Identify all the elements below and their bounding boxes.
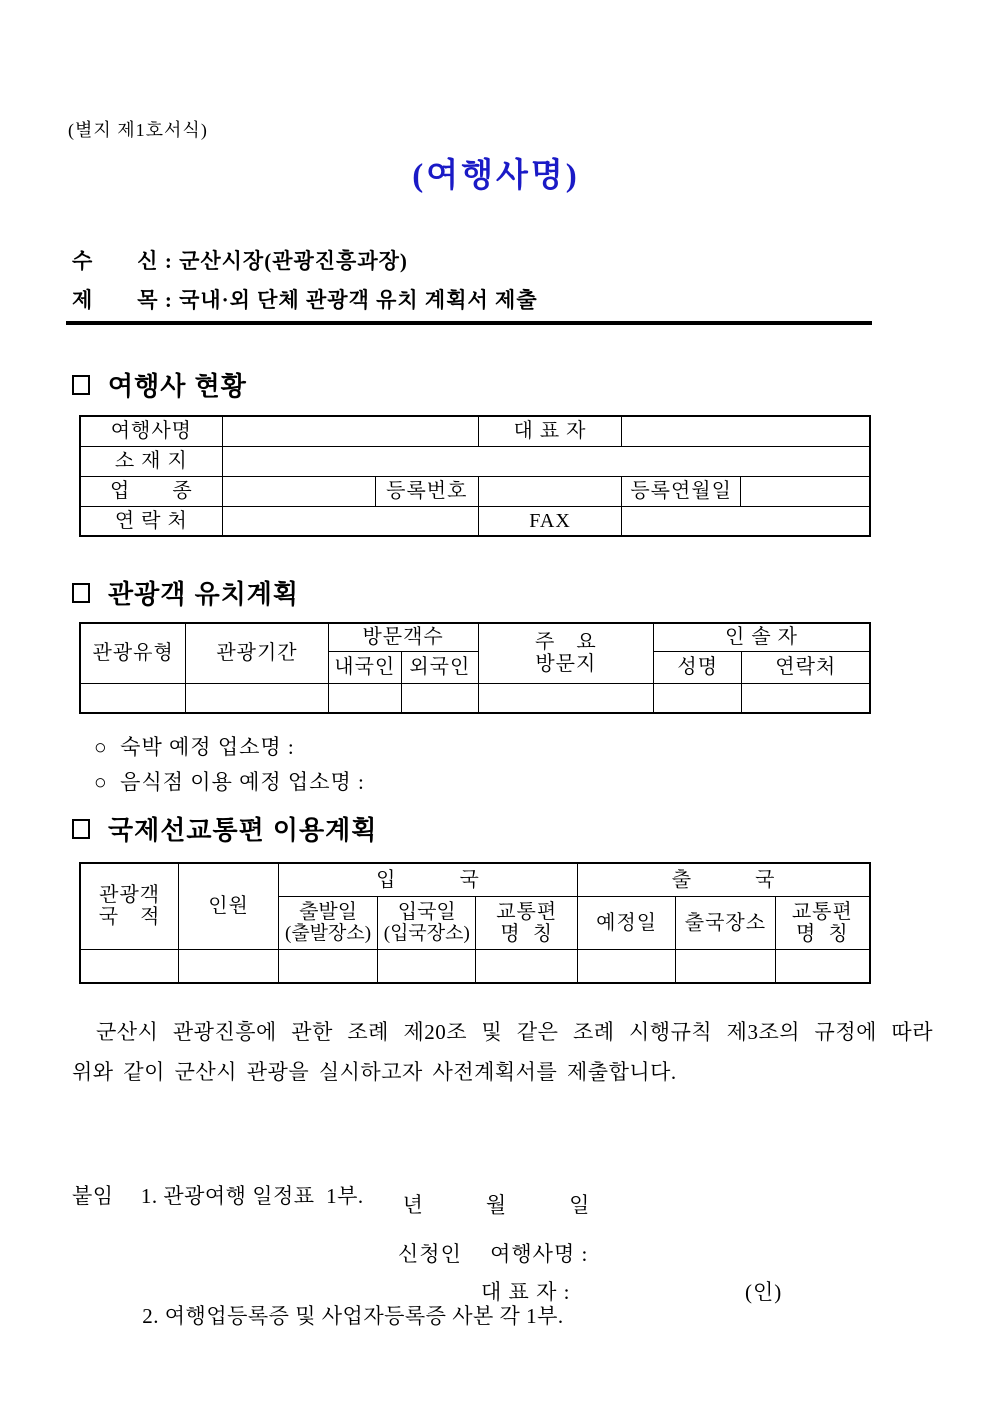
arrival-group-label: 입 국 — [278, 863, 577, 896]
main-destination-value-cell — [478, 683, 653, 713]
departure-place-label: 출국장소 — [676, 896, 776, 949]
people-count-value-cell — [179, 949, 279, 983]
section-heading-label: 관광객 유치계획 — [108, 579, 300, 609]
visitors-label: 방문객수 — [328, 623, 478, 651]
departure-date-value-cell — [278, 949, 378, 983]
scheduled-date-value-cell — [578, 949, 676, 983]
tour-period-value-cell — [186, 683, 328, 713]
seal-label: (인) — [745, 1280, 783, 1304]
arrival-date-label: 입국일 (입국장소) — [378, 896, 476, 949]
guide-name-label: 성명 — [654, 651, 742, 683]
section-heading-transport-plan — [72, 810, 377, 847]
form-number-label: (별지 제1호서식) — [68, 120, 208, 140]
transport-plan-table — [79, 862, 871, 984]
checkbox-icon — [72, 583, 90, 603]
address-label: 소 재 지 — [80, 446, 222, 476]
document-title: (여행사명) — [412, 158, 580, 194]
closing-paragraph-line1: 군산시 관광진흥에 관한 조례 제20조 및 같은 조례 시행규칙 제3조의 규정에 따라 — [96, 1020, 933, 1044]
tour-period-label: 관광기간 — [186, 623, 328, 683]
reg-date-label: 등록연월일 — [622, 476, 740, 506]
attraction-plan-table — [79, 622, 871, 714]
biz-type-label: 업 종 — [80, 476, 222, 506]
guide-name-value-cell — [654, 683, 742, 713]
arrival-transport-label: 교통편 명 칭 — [476, 896, 578, 949]
reg-no-label: 등록번호 — [375, 476, 478, 506]
date-line: 년 월 일 — [402, 1193, 590, 1217]
address-value-cell — [222, 446, 870, 476]
arrival-date-value-cell — [378, 949, 476, 983]
outbound-transport-label: 교통편 명 칭 — [775, 896, 870, 949]
ceo-value-cell — [622, 416, 870, 446]
guide-contact-value-cell — [742, 683, 870, 713]
ceo-label: 대 표 자 — [478, 416, 622, 446]
applicant-line: 신청인 여행사명 : — [398, 1242, 589, 1266]
reg-date-value-cell — [740, 476, 870, 506]
ceo-signature-line: 대 표 자 : — [481, 1280, 571, 1304]
contact-label: 연 락 처 — [80, 506, 222, 536]
reg-no-value-cell — [478, 476, 622, 506]
section-heading-agency-status — [72, 366, 247, 403]
domestic-label: 내국인 — [328, 651, 401, 683]
outbound-transport-value-cell — [775, 949, 870, 983]
departure-date-label: 출발일 (출발장소) — [278, 896, 378, 949]
foreign-value-cell — [402, 683, 479, 713]
guide-label: 인 솔 자 — [654, 623, 870, 651]
header-divider — [66, 321, 872, 325]
scheduled-date-label: 예정일 — [578, 896, 676, 949]
tour-type-label: 관광유형 — [80, 623, 186, 683]
guide-contact-label: 연락처 — [742, 651, 870, 683]
domestic-value-cell — [328, 683, 401, 713]
biz-type-value-cell — [222, 476, 375, 506]
checkbox-icon — [72, 819, 90, 839]
nationality-value-cell — [80, 949, 179, 983]
main-destination-label: 주 요 방문지 — [478, 623, 653, 683]
fax-label: FAX — [478, 506, 622, 536]
section-heading-attraction-plan — [72, 574, 299, 611]
departure-place-value-cell — [676, 949, 776, 983]
restaurant-note: ○ 음식점 이용 예정 업소명 : — [94, 770, 365, 794]
foreign-label: 외국인 — [402, 651, 479, 683]
tour-type-value-cell — [80, 683, 186, 713]
closing-paragraph-line2: 위와 같이 군산시 관광을 실시하고자 사전계획서를 제출합니다. — [72, 1060, 677, 1084]
lodging-note: ○ 숙박 예정 업소명 : — [94, 735, 295, 759]
contact-value-cell — [222, 506, 478, 536]
checkbox-icon — [72, 375, 90, 395]
arrival-transport-value-cell — [476, 949, 578, 983]
departure-group-label: 출 국 — [578, 863, 870, 896]
recipient-line: 수 신 : 군산시장(관광진흥과장) — [72, 249, 408, 273]
subject-line: 제 목 : 국내·외 단체 관광객 유치 계획서 제출 — [72, 288, 538, 312]
attachment-line2: 2. 여행업등록증 및 사업자등록증 사본 각 1부. — [72, 1304, 564, 1328]
section-heading-label: 국제선교통편 이용계획 — [108, 815, 378, 845]
attachment-line1: 붙임 1. 관광여행 일정표 1부. — [72, 1184, 364, 1208]
people-count-label: 인원 — [179, 863, 279, 949]
closing-paragraph — [72, 1012, 933, 1092]
section-heading-label: 여행사 현황 — [108, 371, 247, 401]
agency-name-label: 여행사명 — [80, 416, 222, 446]
nationality-label: 관광객 국 적 — [80, 863, 179, 949]
agency-name-value-cell — [222, 416, 478, 446]
fax-value-cell — [622, 506, 870, 536]
agency-status-table — [79, 415, 871, 537]
